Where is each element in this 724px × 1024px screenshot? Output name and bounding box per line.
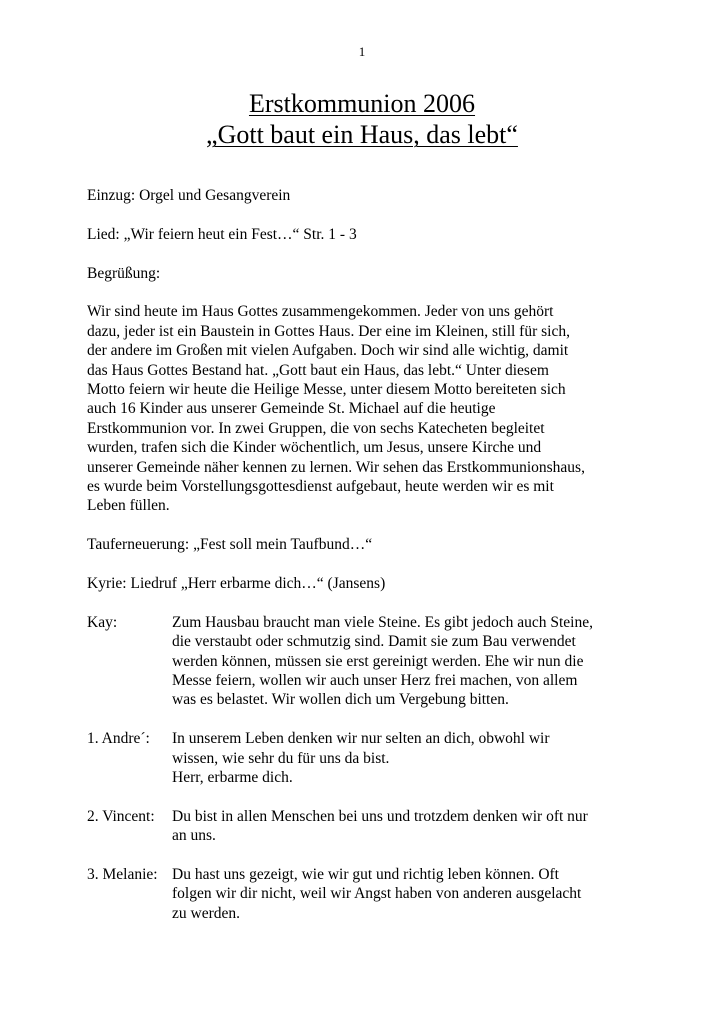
speaker-name: Kay: — [87, 613, 118, 631]
title-block — [0, 88, 724, 150]
title-line-1 — [0, 88, 724, 119]
text-line: auch 16 Kinder aus unserer Gemeinde St. Michael auf die heutige — [87, 400, 496, 418]
text-line: Leben füllen. — [87, 497, 170, 515]
title-text-1: Erstkommunion 2006 — [248, 89, 476, 118]
tauferneuerung-paragraph: Tauferneuerung: „Fest soll mein Taufbund…“ — [87, 536, 373, 554]
text-line: es wurde beim Vorstellungsgottesdienst aufgebaut, heute werden wir es mit — [87, 478, 554, 496]
text-line: der andere im Großen mit vielen Aufgaben. Doch wir sind alle wichtig, damit — [87, 342, 569, 360]
text-line: folgen wir dir nicht, weil wir Angst haben von anderen ausgelacht — [172, 885, 582, 903]
text-line: Du bist in allen Menschen bei uns und trotzdem denken wir oft nur — [172, 807, 588, 825]
text-line: Zum Hausbau braucht man viele Steine. Es gibt jedoch auch Steine, — [172, 613, 593, 631]
text-line: Erstkommunion vor. In zwei Gruppen, die von sechs Katecheten begleitet — [87, 419, 545, 437]
speaker-row-andre — [87, 729, 667, 787]
text-line: werden können, müssen sie erst gereinigt werden. Ehe wir nun die — [172, 652, 584, 670]
speaker-row-vincent — [87, 807, 667, 846]
text-line: wissen, wie sehr du für uns da bist. — [172, 749, 390, 767]
text-line: wurden, trafen sich die Kinder wöchentlich, um Jesus, unsere Kirche und — [87, 439, 542, 457]
begruessung-label: Begrüßung: — [87, 264, 161, 282]
text-line: In unserem Leben denken wir nur selten an dich, obwohl wir — [172, 730, 550, 748]
einzug-paragraph: Einzug: Orgel und Gesangverein — [87, 187, 291, 204]
title-line-2 — [0, 119, 724, 150]
text-line: Herr, erbarme dich. — [172, 769, 293, 787]
speaker-text — [172, 729, 667, 787]
text-line: Wir sind heute im Haus Gottes zusammengekommen. Jeder von uns gehört — [87, 303, 554, 321]
text-line: was es belastet. Wir wollen dich um Vergebung bitten. — [172, 691, 509, 709]
speaker-text — [172, 865, 667, 923]
speaker-text — [172, 807, 667, 846]
text-line: an uns. — [172, 827, 216, 845]
speaker-row-melanie — [87, 865, 667, 923]
speaker-name: 2. Vincent: — [87, 807, 155, 825]
lied-paragraph: Lied: „Wir feiern heut ein Fest…“ Str. 1 - 3 — [87, 225, 357, 243]
text-line: Du hast uns gezeigt, wie wir gut und richtig leben können. Oft — [172, 866, 559, 884]
begruessung-paragraph — [87, 302, 667, 515]
text-line: unserer Gemeinde näher kennen zu lernen. Wir sehen das Erstkommunionshaus, — [87, 458, 585, 476]
text-line: die verstaubt oder schmutzig sind. Damit sie zum Bau verwendet — [172, 633, 576, 651]
text-line: Messe feiern, wollen wir auch unser Herz frei machen, von allem — [172, 672, 578, 690]
title-text-2: „Gott baut ein Haus, das lebt“ — [206, 120, 518, 149]
kyrie-paragraph: Kyrie: Liedruf „Herr erbarme dich…“ (Jansens) — [87, 575, 386, 593]
speaker-text — [172, 613, 667, 710]
speaker-name: 3. Melanie: — [87, 866, 158, 884]
page-number: 1 — [358, 44, 366, 59]
speaker-row-kay — [87, 613, 667, 710]
text-line: das Haus Gottes Bestand hat. „Gott baut ein Haus, das lebt.“ Unter diesem — [87, 361, 549, 379]
text-line: zu werden. — [172, 904, 240, 922]
speaker-name: 1. Andre´: — [87, 730, 150, 748]
text-line: Motto feiern wir heute die Heilige Messe, unter diesem Motto bereiteten sich — [87, 381, 566, 399]
document-body — [87, 186, 667, 943]
text-line: dazu, jeder ist ein Baustein in Gottes Haus. Der eine im Kleinen, still für sich, — [87, 322, 570, 340]
